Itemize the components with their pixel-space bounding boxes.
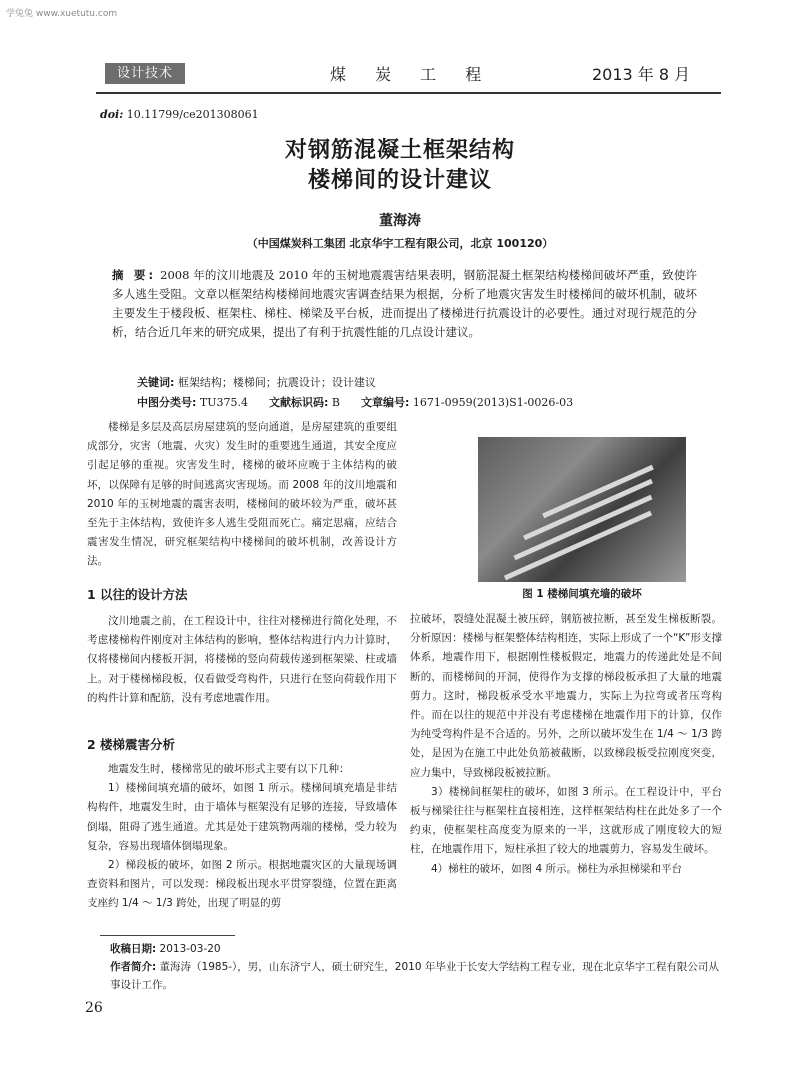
bio-text: 董海涛（1985-），男，山东济宁人，硕士研究生，2010 年毕业于长安大学结构工程专业，现在北京华宇工程有限公司从事设计工作。	[110, 961, 719, 991]
abstract-label: 摘 要:	[112, 268, 157, 282]
article-number-value: 1671-0959(2013)S1-0026-03	[412, 396, 574, 409]
clc-value: TU375.4	[199, 396, 249, 409]
journal-name: 煤 炭 工 程	[330, 65, 494, 84]
clc-label: 中图分类号:	[137, 396, 197, 409]
section-1-text: 汶川地震之前，在工程设计中，往往对楼梯进行简化处理，不考虑楼梯构件刚度对主体结构的影响，整体结构进行内力计算时，仅将楼梯间内楼板开洞，将楼梯的竖向荷载传递到框架梁、柱或墙上。对于楼梯梯段板，仅看做受弯构件，只进行在竖向荷载作用下的构件计算和配筋，没有考虑地震作用。	[87, 615, 397, 704]
keywords-label: 关键词:	[137, 376, 175, 389]
section-2-paragraph-1: 地震发生时，楼梯常见的破坏形式主要有以下几种：	[108, 763, 350, 775]
section-badge: 设计技术	[105, 63, 185, 84]
received-date	[110, 940, 720, 958]
right-paragraph-2: 3）楼梯间框架柱的破坏，如图 3 所示。在工程设计中，平台板与梯梁往往与框架柱直接相连，这样框架结构柱在此处多了一个约束，使框架柱高度变为原来的一半，这就形成了刚度较大的短柱，在地震作用下，短柱承担了较大的地震剪力，容易发生破坏。	[410, 785, 722, 856]
section-2-paragraph-2: 1）楼梯间填充墙的破坏，如图 1 所示。楼梯间填充墙是非结构构件，地震发生时，由于墙体与框架没有足够的连接，导致墙体倒塌，阻碍了逃生通道。尤其是处于建筑物两端的楼梯，受力较为复杂，容易出现墙体倒塌现象。	[87, 782, 397, 852]
author-affiliation: （中国煤炭科工集团 北京华宇工程有限公司，北京 100120）	[246, 237, 554, 250]
classification-line	[137, 394, 573, 410]
keywords	[137, 374, 376, 390]
article-number-label: 文章编号:	[360, 396, 410, 409]
right-paragraph-3: 4）梯柱的破坏，如图 4 所示。梯柱为承担梯梁和平台	[431, 862, 683, 875]
figure-1-photo	[478, 437, 686, 582]
section-1-body	[87, 612, 397, 708]
doi-label: doi:	[100, 108, 124, 121]
intro-paragraph	[87, 418, 397, 572]
page-number: 26	[85, 1000, 103, 1016]
section-2-heading: 2 楼梯震害分析	[87, 737, 176, 752]
section-2-body	[87, 760, 397, 914]
footnote-rule	[100, 935, 235, 936]
received-value: 2013-03-20	[159, 943, 221, 955]
keywords-text: 框架结构；楼梯间；抗震设计；设计建议	[177, 376, 376, 389]
right-column-body	[410, 610, 722, 879]
right-paragraph-1: 拉破坏，裂缝处混凝土被压碎，钢筋被拉断，甚至发生梯板断裂。分析原因：楼梯与框架整体结构相连，实际上形成了一个“K”形支撑体系，地震作用下，根据刚性楼板假定，地震力的传递此处是不间断的，而楼梯间的开洞，使得作为支撑的梯段板承担了大量的地震剪力。这时，梯段板承受水平地震力，实际上为拉弯或者压弯构件。而在以往的规范中并没有考虑楼梯在地震作用下的计算，仅作为纯受弯构件是不合适的。另外，之所以破坏发生在 1/4 ～ 1/3 跨处，是因为在施工中此处负筋被截断，以致梯段板受拉刚度突变，应力集中，导致梯段板被拉断。	[410, 613, 722, 779]
author-bio	[110, 958, 720, 994]
issue-date: 2013 年 8 月	[592, 65, 691, 84]
abstract-text: 2008 年的汶川地震及 2010 年的玉树地震震害结果表明，钢筋混凝土框架结构楼梯间破坏严重，致使许多人逃生受阻。文章以框架结构楼梯间地震灾害调查结果为根据，分析了地震灾害发生时楼梯间的破坏机制，破坏主要发生于楼段板、框架柱、梯柱、梯梁及平台板，进而提出了楼梯进行抗震设计的必要性。通过对现行规范的分析，结合近几年来的研究成果，提出了有利于抗震性能的几点设计建议。	[112, 268, 698, 339]
article-title-line-1: 对钢筋混凝土框架结构	[284, 138, 515, 163]
figure-1-caption: 图 1 楼梯间填充墙的破坏	[522, 588, 642, 600]
watermark-text: 学兔兔 www.xuetutu.com	[6, 9, 118, 19]
received-label: 收稿日期:	[110, 943, 157, 955]
bio-label: 作者简介:	[110, 961, 157, 973]
abstract	[112, 266, 697, 342]
doi-line	[100, 108, 259, 121]
header-rule	[96, 92, 721, 94]
doc-code-value: B	[331, 396, 340, 409]
intro-text: 楼梯是多层及高层房屋建筑的竖向通道，是房屋建筑的重要组成部分，灾害（地震、火灾）发生时的重要逃生通道，其安全度应引起足够的重视。灾害发生时，楼梯的破坏应晚于主体结构的破坏，以保障有足够的时间逃离灾害现场。而 2008 年的汶川地震和 2010 年的玉树地震的震害表明，楼梯间的破坏较为严重，破坏甚至先于主体结构，致使许多人逃生受阻而死亡。痛定思痛，应结合震害发生情况，研究框架结构中楼梯间的破坏机制，改善设计方法。	[87, 421, 397, 568]
article-title-line-2: 楼梯间的设计建议	[307, 168, 492, 193]
section-2-paragraph-3: 2）梯段板的破坏，如图 2 所示。根据地震灾区的大量现场调查资料和图片，可以发现：梯段板出现水平贯穿裂缝，位置在距离支座约 1/4 ～ 1/3 跨处，出现了明显的剪	[87, 859, 397, 910]
doc-code-label: 文献标识码:	[269, 396, 329, 409]
section-1-heading: 1 以往的设计方法	[87, 587, 188, 602]
author-name: 董海涛	[379, 213, 421, 229]
doi-value: 10.11799/ce201308061	[126, 108, 259, 121]
